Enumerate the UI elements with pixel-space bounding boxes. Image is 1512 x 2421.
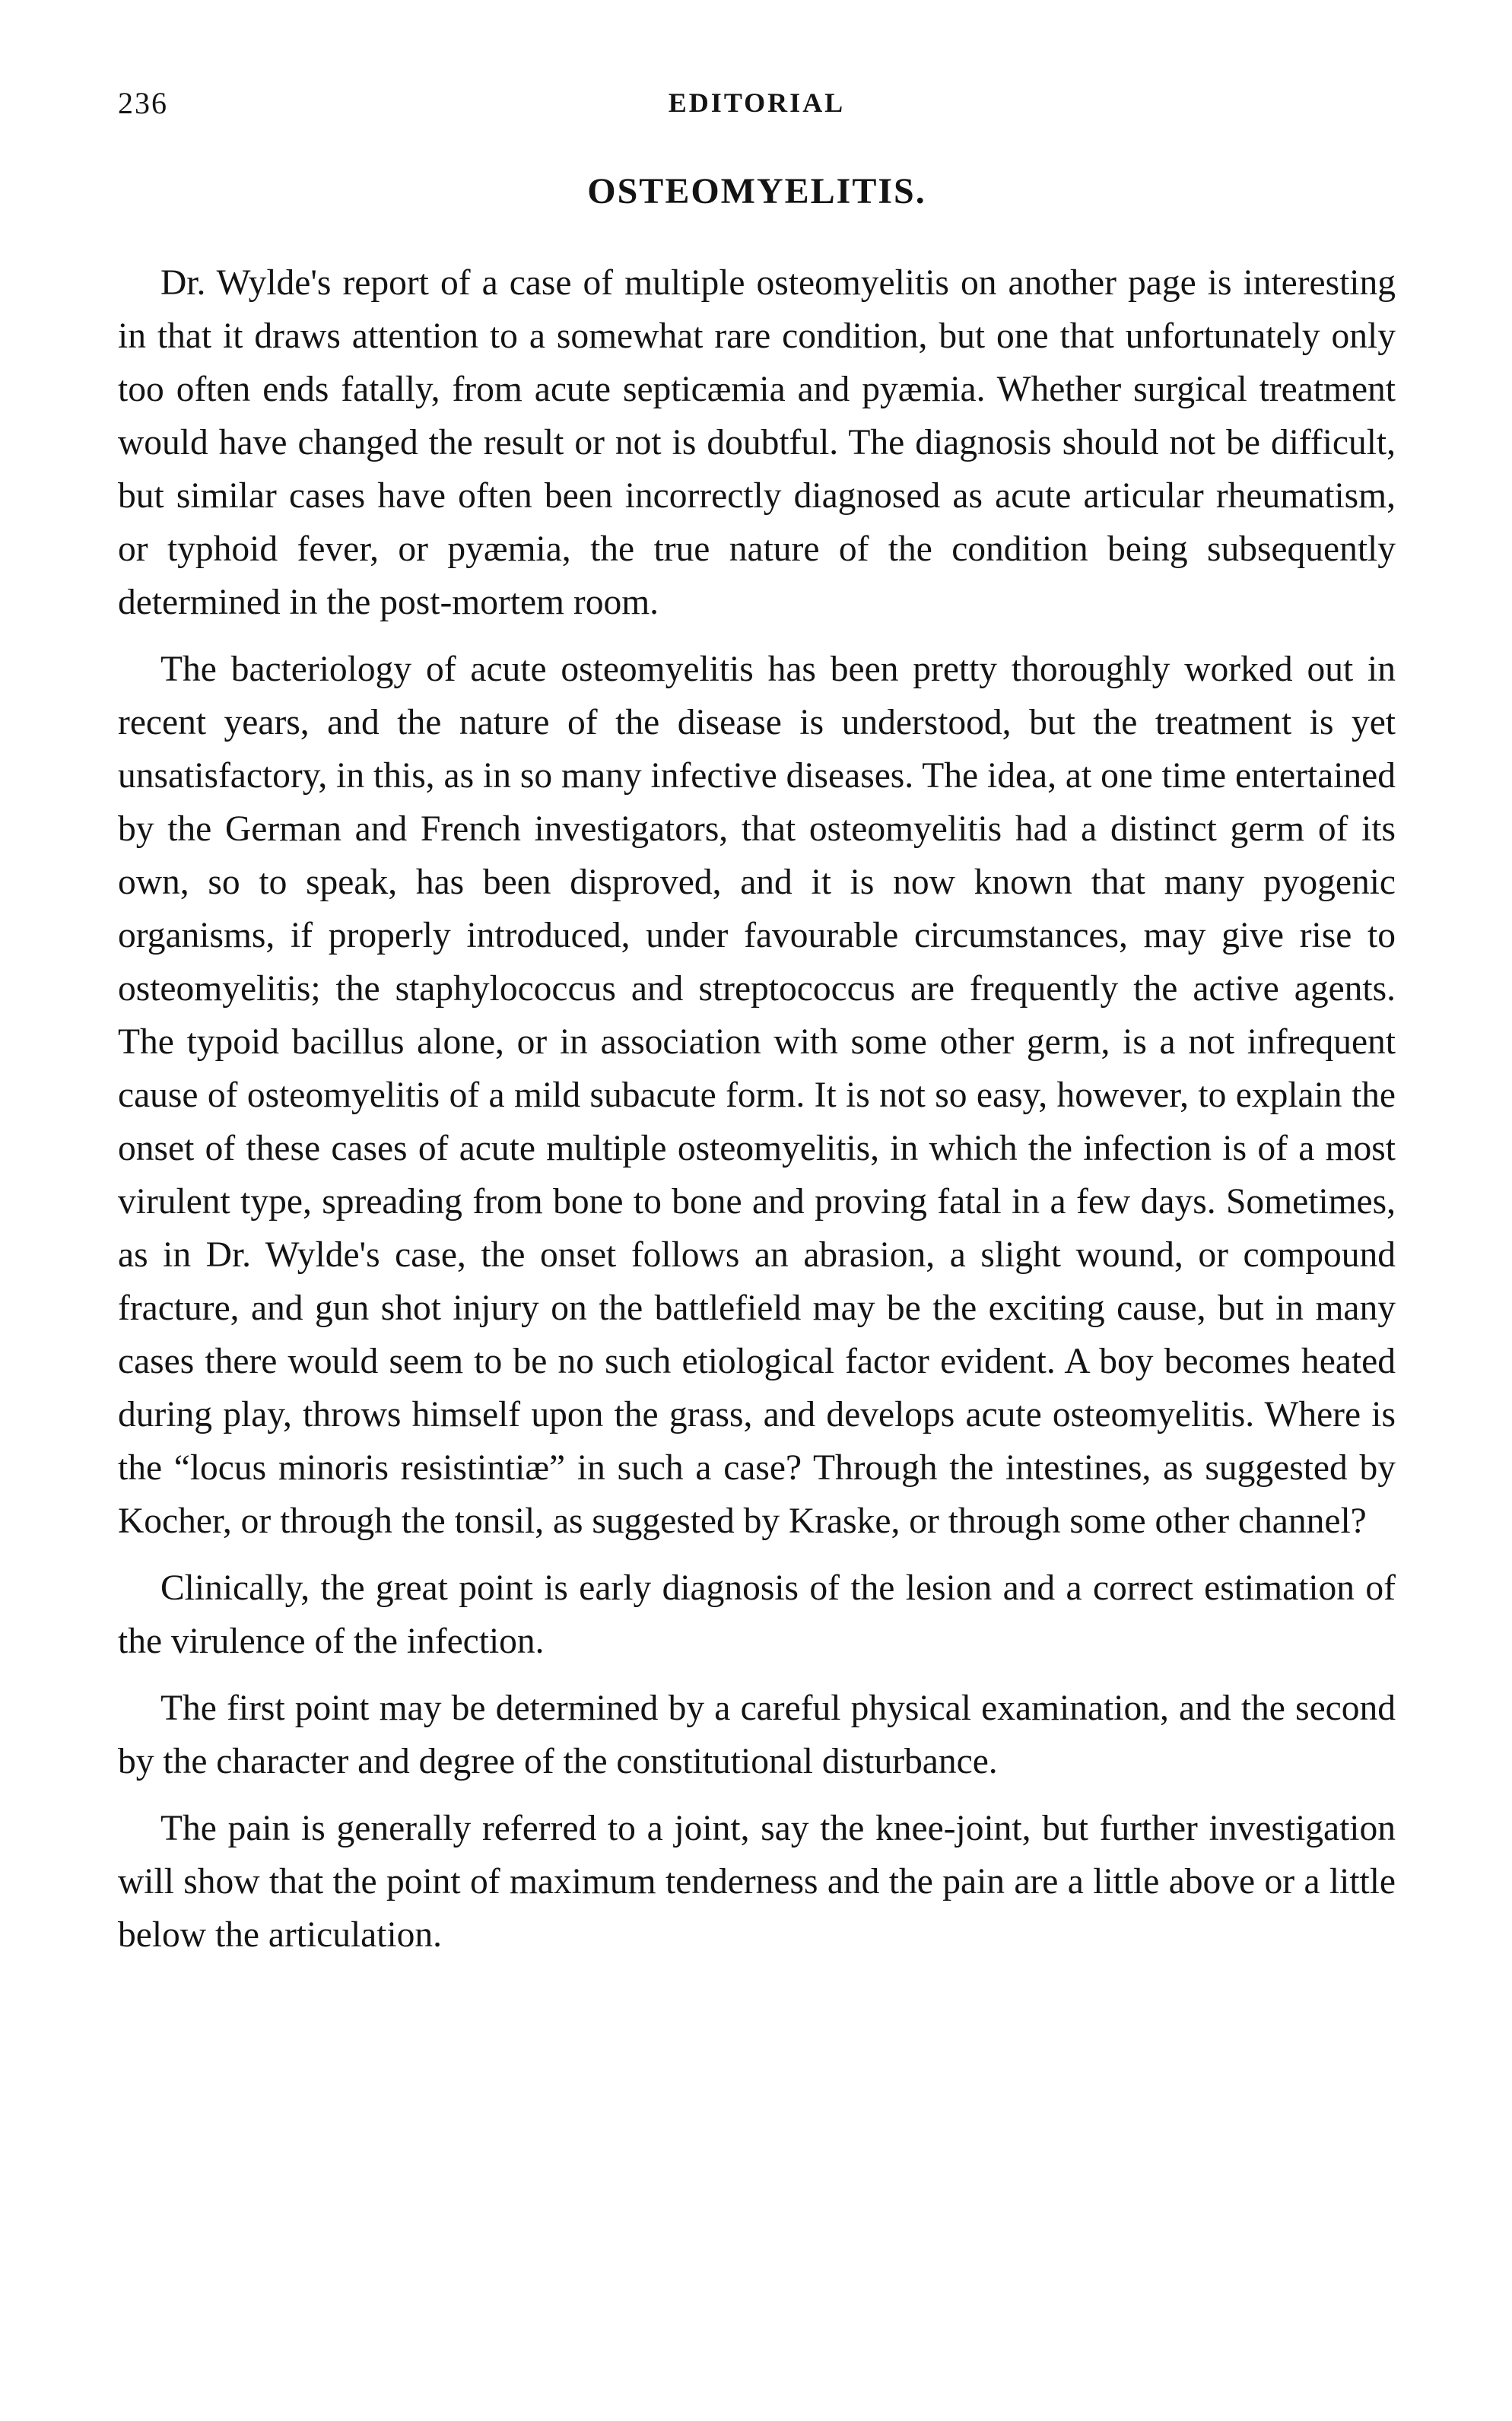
- paragraph: The bacteriology of acute osteomyelitis has been pretty thoroughly worked out in recent years, and the nature of the disease is understood, but the treatment is yet unsatisfactory, in this, as in so many infective diseases. The idea, at one time entertained by the German and French investigators, that osteomyelitis had a distinct germ of its own, so to speak, has been disproved, and it is now known that many pyogenic organisms, if properly introduced, under favourable circumstances, may give rise to osteomyelitis; the staphylococcus and streptococcus are frequently the active agents. The typoid bacillus alone, or in association with some other germ, is a not infrequent cause of osteomyelitis of a mild subacute form. It is not so easy, however, to explain the onset of these cases of acute multiple osteomyelitis, in which the infection is of a most virulent type, spreading from bone to bone and proving fatal in a few days. Sometimes, as in Dr. Wylde's case, the onset follows an abrasion, a slight wound, or compound fracture, and gun shot injury on the battlefield may be the exciting cause, but in many cases there would seem to be no such etiological factor evident. A boy becomes heated during play, throws himself upon the grass, and develops acute osteomyelitis. Where is the “locus minoris resistintiæ” in such a case? Through the intestines, as suggested by Kocher, or through the tonsil, as suggested by Kraske, or through some other channel?: [118, 650, 1396, 1541]
- paragraph: Dr. Wylde's report of a case of multiple osteomyelitis on another page is interesting in that it draws attention to a somewhat rare condition, but one that unfortunately only too often ends fatally, from acute septicæmia and pyæmia. Whether surgical treatment would have changed the result or not is doubtful. The diagnosis should not be difficult, but similar cases have often been incorrectly diagnosed as acute articular rheumatism, or typhoid fever, or pyæmia, the true nature of the condition being subsequently determined in the post-mortem room.: [118, 263, 1396, 622]
- document-page: [118, 85, 1396, 1975]
- running-title: EDITORIAL: [668, 87, 846, 118]
- paragraph: The pain is generally referred to a joint, say the knee-joint, but further investigation will show that the point of maximum tenderness and the pain are a little above or a little below the articulation.: [118, 1809, 1396, 1955]
- paragraph: The first point may be determined by a careful physical examination, and the second by the character and degree of the constitutional disturbance.: [118, 1689, 1396, 1781]
- article-title: OSTEOMYELITIS.: [587, 171, 926, 211]
- running-head: [118, 85, 1396, 138]
- article-body: [118, 256, 1396, 1962]
- page-number: 236: [118, 86, 168, 120]
- paragraph: Clinically, the great point is early diagnosis of the lesion and a correct estimation of the virulence of the infection.: [118, 1568, 1396, 1661]
